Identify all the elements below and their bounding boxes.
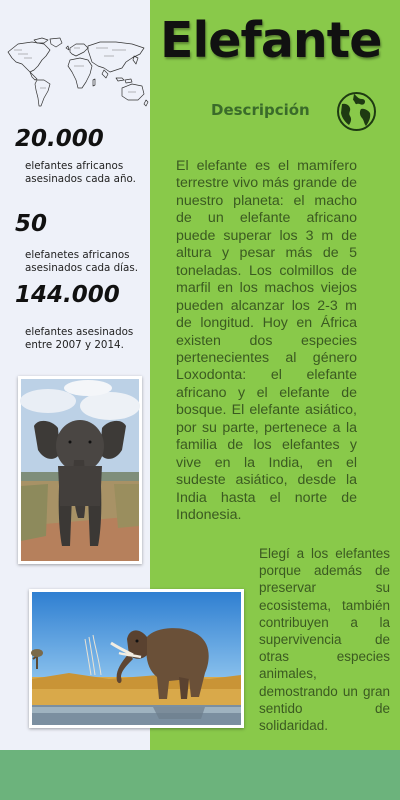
stat-number-2: 50	[15, 211, 48, 237]
stat-description-1: elefantes africanos asesinados cada año.	[25, 160, 136, 185]
stat-description-2: elefanetes africanos asesinados cada días.	[25, 249, 138, 274]
description-paragraph: El elefante es el mamífero terrestre vivo más grande de nuestro planeta: el macho de un elefante africano puede superar los 3 m de altura y pesar más de 5 toneladas. Los colmillos de marfil en los machos viejos pueden alcanzar los 2-3 m de longitud. Hoy en África existen dos especies pertenecientes al género Loxodonta: el elefante africano y el elefante de bosque. El elefante asiático, por su parte, pertenece a la familia de los elefantes y vive en la India, en el sudeste asiático, desde la India hasta el norte de Indonesia.	[176, 158, 357, 524]
elephant-photo-front	[18, 376, 142, 564]
section-heading: Descripción	[211, 101, 310, 119]
globe-icon	[336, 91, 377, 132]
stat-number-1: 20.000	[15, 126, 104, 152]
reason-paragraph: Elegí a los elefantes porque además de preservar su ecosistema, también contribuyen a la supervivencia de otras especies animales, demostrando un gran sentido de solidaridad.	[259, 546, 390, 734]
page-title: Elefante	[160, 12, 382, 69]
world-map-icon	[4, 36, 150, 110]
stat-number-3: 144.000	[15, 282, 120, 308]
footer-bar	[0, 750, 400, 800]
stat-description-3: elefantes asesinados entre 2007 y 2014.	[25, 326, 134, 351]
elephant-photo-side	[29, 589, 244, 728]
